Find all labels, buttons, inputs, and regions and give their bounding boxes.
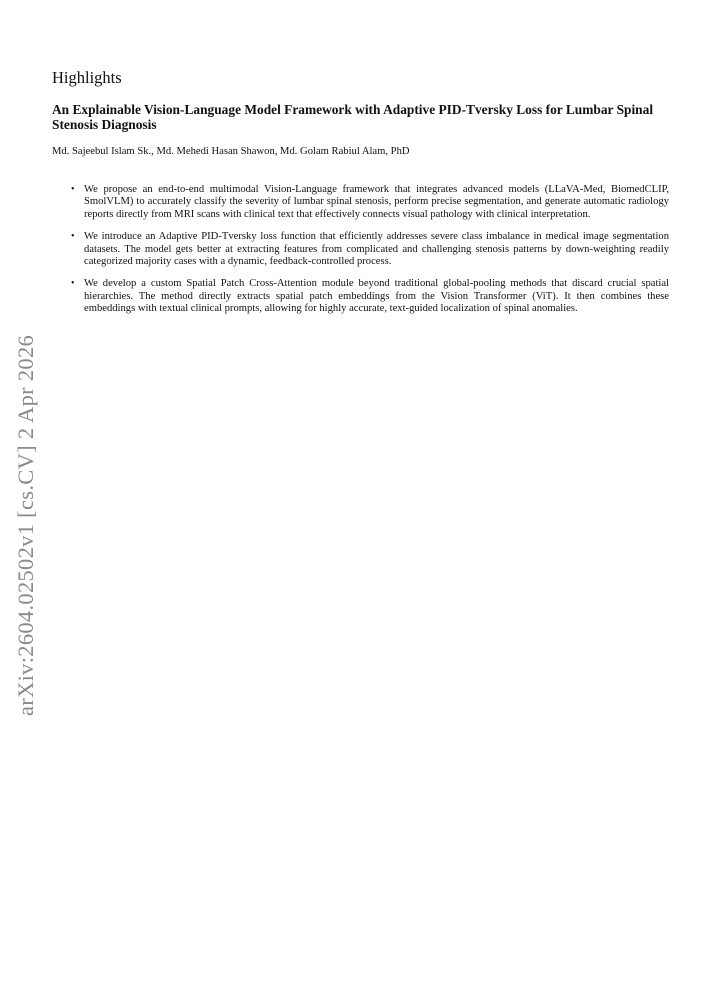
- bullet-icon: •: [71, 278, 75, 290]
- section-heading: Highlights: [52, 68, 122, 87]
- bullet-icon: •: [71, 184, 75, 195]
- bullet-icon: •: [71, 231, 75, 243]
- highlight-text: We introduce an Adaptive PID-Tversky loss function that efficiently addresses severe class imbalance in medical image segmentation datasets. The model gets better at extracting features from complicated and challenging stenosis patterns by down-weighting readily categorized majority cases with a dynamic, feedback-controlled process.: [84, 231, 669, 268]
- arxiv-identifier-stamp: arXiv:2604.02502v1 [cs.CV] 2 Apr 2026: [13, 334, 38, 716]
- highlight-text: We develop a custom Spatial Patch Cross-Attention module beyond traditional global-pooling methods that discard crucial spatial hierarchies. The method directly extracts spatial patch embeddings from the Vision Transformer (ViT). It then combines these embeddings with textual clinical prompts, allowing for highly accurate, text-guided localization of spinal anomalies.: [84, 278, 669, 315]
- highlight-item: [71, 184, 669, 221]
- highlights-list: [71, 184, 669, 326]
- highlight-item: [71, 278, 669, 315]
- paper-title: An Explainable Vision-Language Model Framework with Adaptive PID-Tversky Loss for Lumbar Spinal Stenosis Diagnosis: [52, 102, 654, 132]
- highlight-text: We propose an end-to-end multimodal Vision-Language framework that integrates advanced models (LLaVA-Med, BiomedCLIP, SmolVLM) to accurately classify the severity of lumbar spinal stenosis, perform precise segmentation, and generate automatic radiology reports directly from MRI scans with clinical text that effectively connects visual pathology with clinical interpretation.: [84, 184, 669, 220]
- highlight-item: [71, 231, 669, 268]
- author-list: Md. Sajeebul Islam Sk., Md. Mehedi Hasan Shawon, Md. Golam Rabiul Alam, PhD: [52, 146, 410, 157]
